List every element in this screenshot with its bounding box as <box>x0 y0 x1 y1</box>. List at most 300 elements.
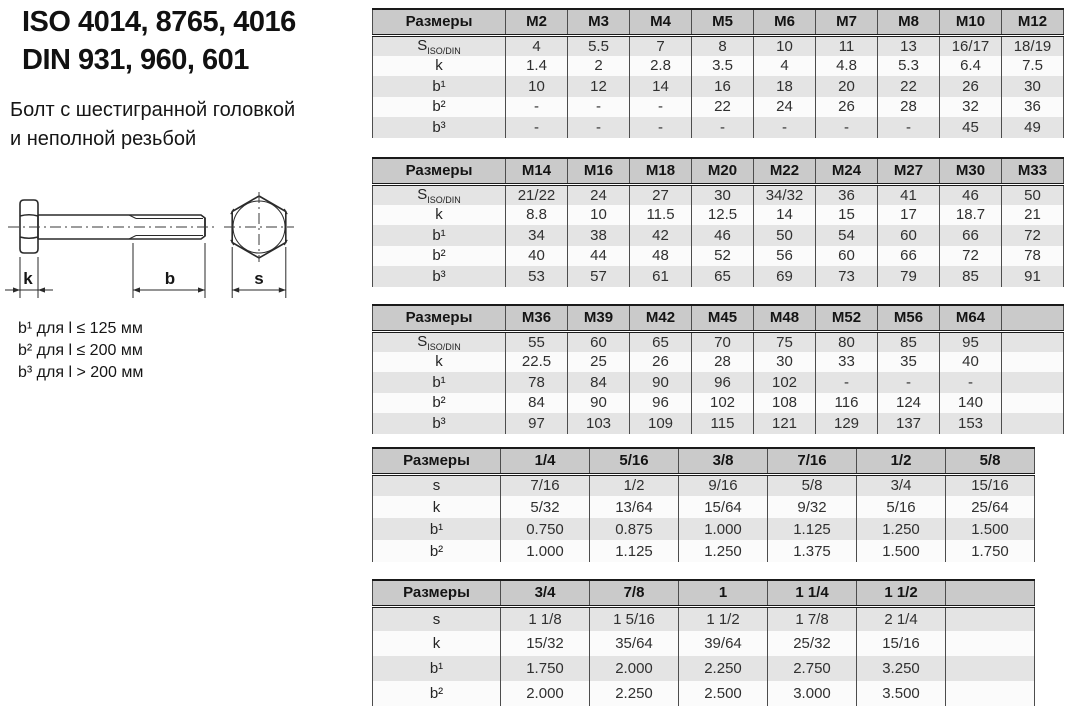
value-cell: 15/32 <box>501 631 590 656</box>
value-cell: 44 <box>568 246 630 267</box>
row-label: b¹ <box>373 372 506 393</box>
value-cell: 103 <box>568 413 630 434</box>
value-cell: - <box>878 372 940 393</box>
row-label: b² <box>373 246 506 267</box>
value-cell <box>946 656 1035 681</box>
value-cell: 50 <box>1002 184 1064 205</box>
value-cell: 2 <box>568 56 630 77</box>
value-cell: 15/16 <box>946 474 1035 496</box>
table-row <box>373 496 1035 518</box>
value-cell: 10 <box>506 76 568 97</box>
value-cell: 91 <box>1002 266 1064 287</box>
value-cell: 22 <box>692 97 754 118</box>
value-cell <box>1002 331 1064 352</box>
value-cell: 46 <box>940 184 1002 205</box>
header-row <box>373 448 1035 474</box>
value-cell: 27 <box>630 184 692 205</box>
value-cell: 60 <box>816 246 878 267</box>
value-cell <box>1002 393 1064 414</box>
value-cell: 2.250 <box>679 656 768 681</box>
value-cell: 30 <box>692 184 754 205</box>
row-label: b² <box>373 393 506 414</box>
value-cell: 85 <box>878 331 940 352</box>
column-header: M16 <box>568 158 630 184</box>
value-cell: 26 <box>630 352 692 373</box>
value-cell: 36 <box>1002 97 1064 118</box>
value-cell: 40 <box>506 246 568 267</box>
value-cell: 10 <box>568 205 630 226</box>
value-cell: 30 <box>1002 76 1064 97</box>
row-label: s <box>373 606 501 631</box>
table-metric-m14-m33 <box>372 157 1064 287</box>
value-cell: 18.7 <box>940 205 1002 226</box>
value-cell: 2.250 <box>590 681 679 706</box>
row-label: k <box>373 631 501 656</box>
value-cell: 6.4 <box>940 56 1002 77</box>
column-header: M27 <box>878 158 940 184</box>
value-cell: 53 <box>506 266 568 287</box>
row-label: b³ <box>373 266 506 287</box>
table-row <box>373 117 1064 138</box>
value-cell: 1/2 <box>590 474 679 496</box>
dimension-k <box>5 257 53 298</box>
value-cell: 52 <box>692 246 754 267</box>
value-cell: 48 <box>630 246 692 267</box>
b-dimension-label: b <box>164 269 176 288</box>
value-cell: 3.5 <box>692 56 754 77</box>
value-cell: 1.500 <box>857 540 946 562</box>
value-cell: - <box>816 372 878 393</box>
value-cell: 38 <box>568 225 630 246</box>
row-label: s <box>373 474 501 496</box>
value-cell: 54 <box>816 225 878 246</box>
value-cell: 102 <box>754 372 816 393</box>
value-cell: 61 <box>630 266 692 287</box>
value-cell: - <box>506 117 568 138</box>
value-cell: 2.000 <box>590 656 679 681</box>
value-cell: 65 <box>692 266 754 287</box>
column-header: 1 1/2 <box>857 580 946 606</box>
footnote-b2: b² для l ≤ 200 мм <box>18 342 143 359</box>
value-cell: 3.000 <box>768 681 857 706</box>
value-cell: 3.250 <box>857 656 946 681</box>
column-header: M39 <box>568 305 630 331</box>
value-cell: 1.750 <box>501 656 590 681</box>
column-header: Размеры <box>373 448 501 474</box>
value-cell: 34/32 <box>754 184 816 205</box>
table-row <box>373 518 1035 540</box>
value-cell: - <box>878 117 940 138</box>
row-label: b² <box>373 97 506 118</box>
value-cell: 17 <box>878 205 940 226</box>
header-row <box>373 9 1064 35</box>
value-cell: 0.875 <box>590 518 679 540</box>
value-cell: 65 <box>630 331 692 352</box>
title-din-line: DIN 931, 960, 601 <box>22 43 249 76</box>
column-header: M5 <box>692 9 754 35</box>
value-cell: 24 <box>754 97 816 118</box>
column-header: M45 <box>692 305 754 331</box>
row-label: b¹ <box>373 656 501 681</box>
header-row <box>373 305 1064 331</box>
row-label: b³ <box>373 117 506 138</box>
row-label: b² <box>373 540 501 562</box>
header-row <box>373 158 1064 184</box>
value-cell: 15 <box>816 205 878 226</box>
value-cell: 2.750 <box>768 656 857 681</box>
table-row <box>373 266 1064 287</box>
value-cell: 80 <box>816 331 878 352</box>
column-header: M24 <box>816 158 878 184</box>
column-header: 1 1/4 <box>768 580 857 606</box>
value-cell: 90 <box>568 393 630 414</box>
value-cell: - <box>506 97 568 118</box>
footnote-b3: b³ для l > 200 мм <box>18 364 144 381</box>
value-cell: 2.500 <box>679 681 768 706</box>
column-header: 5/16 <box>590 448 679 474</box>
value-cell: 25/32 <box>768 631 857 656</box>
value-cell: 60 <box>878 225 940 246</box>
column-header: 3/8 <box>679 448 768 474</box>
value-cell: 13/64 <box>590 496 679 518</box>
value-cell: 137 <box>878 413 940 434</box>
value-cell: 21 <box>1002 205 1064 226</box>
column-header: Размеры <box>373 580 501 606</box>
value-cell: 5.3 <box>878 56 940 77</box>
table-row <box>373 184 1064 205</box>
value-cell: 56 <box>754 246 816 267</box>
value-cell: 25/64 <box>946 496 1035 518</box>
value-cell <box>1002 352 1064 373</box>
value-cell: 1.250 <box>679 540 768 562</box>
value-cell: 12.5 <box>692 205 754 226</box>
value-cell: 109 <box>630 413 692 434</box>
value-cell: 75 <box>754 331 816 352</box>
value-cell: 9/16 <box>679 474 768 496</box>
value-cell: - <box>692 117 754 138</box>
value-cell: 108 <box>754 393 816 414</box>
value-cell: 8 <box>692 35 754 56</box>
value-cell: 90 <box>630 372 692 393</box>
value-cell: 36 <box>816 184 878 205</box>
value-cell: - <box>630 97 692 118</box>
column-header: M33 <box>1002 158 1064 184</box>
value-cell: 46 <box>692 225 754 246</box>
value-cell: 16 <box>692 76 754 97</box>
column-header: M3 <box>568 9 630 35</box>
value-cell: 102 <box>692 393 754 414</box>
row-label: b¹ <box>373 518 501 540</box>
s-dimension-label: s <box>254 269 264 288</box>
row-label: b² <box>373 681 501 706</box>
column-header: M12 <box>1002 9 1064 35</box>
column-header: M4 <box>630 9 692 35</box>
value-cell: - <box>940 372 1002 393</box>
value-cell: 1.375 <box>768 540 857 562</box>
table-imperial-quarter-to-5-8 <box>372 447 1035 562</box>
value-cell: 70 <box>692 331 754 352</box>
table-row <box>373 681 1035 706</box>
value-cell: 11.5 <box>630 205 692 226</box>
value-cell <box>946 606 1035 631</box>
column-header: 5/8 <box>946 448 1035 474</box>
table-metric-m36-m64 <box>372 304 1064 434</box>
value-cell: 96 <box>630 393 692 414</box>
value-cell: 14 <box>630 76 692 97</box>
k-dimension-label: k <box>23 269 33 288</box>
subtitle-line-1: Болт с шестигранной головкой <box>10 99 296 121</box>
table-imperial-3-4-to-1-1-2 <box>372 579 1035 706</box>
value-cell: 11 <box>816 35 878 56</box>
value-cell: 84 <box>506 393 568 414</box>
column-header: Размеры <box>373 305 506 331</box>
value-cell: - <box>630 117 692 138</box>
value-cell: 39/64 <box>679 631 768 656</box>
value-cell: 7/16 <box>501 474 590 496</box>
column-header: 7/8 <box>590 580 679 606</box>
value-cell: 7.5 <box>1002 56 1064 77</box>
value-cell: 4 <box>506 35 568 56</box>
value-cell: 78 <box>506 372 568 393</box>
column-header: M18 <box>630 158 692 184</box>
column-header: M20 <box>692 158 754 184</box>
value-cell: 73 <box>816 266 878 287</box>
table-row <box>373 352 1064 373</box>
value-cell: 1 7/8 <box>768 606 857 631</box>
column-header: M22 <box>754 158 816 184</box>
value-cell: 12 <box>568 76 630 97</box>
value-cell: 57 <box>568 266 630 287</box>
value-cell: 66 <box>878 246 940 267</box>
value-cell: 28 <box>692 352 754 373</box>
value-cell: 60 <box>568 331 630 352</box>
table-row <box>373 474 1035 496</box>
value-cell: 49 <box>1002 117 1064 138</box>
row-label: $S_{ISO/DIN}$ <box>373 184 506 205</box>
bolt-side-view <box>8 200 215 253</box>
value-cell: 35 <box>878 352 940 373</box>
value-cell: 26 <box>816 97 878 118</box>
column-header: M42 <box>630 305 692 331</box>
value-cell: 33 <box>816 352 878 373</box>
row-label: k <box>373 352 506 373</box>
column-header: 1/2 <box>857 448 946 474</box>
value-cell: 40 <box>940 352 1002 373</box>
title-iso-line: ISO 4014, 8765, 4016 <box>22 6 296 38</box>
value-cell: 15/64 <box>679 496 768 518</box>
value-cell: 1 5/16 <box>590 606 679 631</box>
column-header: M48 <box>754 305 816 331</box>
value-cell: 2.8 <box>630 56 692 77</box>
header-row <box>373 580 1035 606</box>
table-row <box>373 631 1035 656</box>
subtitle-line-2: и неполной резьбой <box>10 128 197 150</box>
row-label: $S_{ISO/DIN}$ <box>373 35 506 56</box>
column-header: M56 <box>878 305 940 331</box>
value-cell: 1.500 <box>946 518 1035 540</box>
value-cell: 121 <box>754 413 816 434</box>
table-row <box>373 413 1064 434</box>
value-cell: 124 <box>878 393 940 414</box>
value-cell: 42 <box>630 225 692 246</box>
column-header: Размеры <box>373 9 506 35</box>
value-cell: 5.5 <box>568 35 630 56</box>
footnote-b1: b¹ для l ≤ 125 мм <box>18 320 143 337</box>
value-cell: 5/16 <box>857 496 946 518</box>
value-cell: 24 <box>568 184 630 205</box>
value-cell: 1.125 <box>590 540 679 562</box>
table-row <box>373 97 1064 118</box>
row-label: k <box>373 205 506 226</box>
table-row <box>373 540 1035 562</box>
table-row <box>373 656 1035 681</box>
bolt-end-view <box>224 192 294 262</box>
dimension-b <box>133 243 205 298</box>
value-cell: 78 <box>1002 246 1064 267</box>
row-label: $S_{ISO/DIN}$ <box>373 331 506 352</box>
row-label: b¹ <box>373 76 506 97</box>
bolt-technical-drawing <box>0 185 310 315</box>
value-cell: 1.750 <box>946 540 1035 562</box>
value-cell: 95 <box>940 331 1002 352</box>
value-cell: 35/64 <box>590 631 679 656</box>
column-header: M6 <box>754 9 816 35</box>
value-cell: 13 <box>878 35 940 56</box>
value-cell: 1.125 <box>768 518 857 540</box>
column-header: 7/16 <box>768 448 857 474</box>
table-metric-m2-m12 <box>372 8 1064 138</box>
value-cell: 2 1/4 <box>857 606 946 631</box>
table-row <box>373 393 1064 414</box>
row-label: k <box>373 56 506 77</box>
column-header: 3/4 <box>501 580 590 606</box>
value-cell: 69 <box>754 266 816 287</box>
value-cell: 18/19 <box>1002 35 1064 56</box>
value-cell: 16/17 <box>940 35 1002 56</box>
column-header: Размеры <box>373 158 506 184</box>
row-label: k <box>373 496 501 518</box>
value-cell <box>946 631 1035 656</box>
value-cell <box>1002 413 1064 434</box>
value-cell: 97 <box>506 413 568 434</box>
value-cell: 79 <box>878 266 940 287</box>
table-row <box>373 205 1064 226</box>
value-cell: 3/4 <box>857 474 946 496</box>
page-title <box>22 4 296 79</box>
value-cell: 41 <box>878 184 940 205</box>
value-cell: 72 <box>1002 225 1064 246</box>
column-header: M7 <box>816 9 878 35</box>
column-header <box>946 580 1035 606</box>
value-cell: 5/8 <box>768 474 857 496</box>
table-row <box>373 606 1035 631</box>
value-cell: 18 <box>754 76 816 97</box>
value-cell <box>1002 372 1064 393</box>
table-row <box>373 76 1064 97</box>
value-cell: 30 <box>754 352 816 373</box>
value-cell: 2.000 <box>501 681 590 706</box>
value-cell: 0.750 <box>501 518 590 540</box>
table-row <box>373 331 1064 352</box>
value-cell: 129 <box>816 413 878 434</box>
value-cell: 15/16 <box>857 631 946 656</box>
value-cell: 115 <box>692 413 754 434</box>
column-header: M14 <box>506 158 568 184</box>
value-cell: 116 <box>816 393 878 414</box>
value-cell: 22 <box>878 76 940 97</box>
value-cell: 22.5 <box>506 352 568 373</box>
value-cell: 84 <box>568 372 630 393</box>
value-cell: 1 1/2 <box>679 606 768 631</box>
value-cell: - <box>754 117 816 138</box>
value-cell: 28 <box>878 97 940 118</box>
column-header: M30 <box>940 158 1002 184</box>
value-cell: 5/32 <box>501 496 590 518</box>
value-cell: - <box>568 97 630 118</box>
column-header: M52 <box>816 305 878 331</box>
value-cell: 3.500 <box>857 681 946 706</box>
table-row <box>373 35 1064 56</box>
value-cell: 21/22 <box>506 184 568 205</box>
value-cell: 7 <box>630 35 692 56</box>
row-label: b¹ <box>373 225 506 246</box>
value-cell: 1 1/8 <box>501 606 590 631</box>
value-cell: 50 <box>754 225 816 246</box>
value-cell: - <box>816 117 878 138</box>
value-cell: 4 <box>754 56 816 77</box>
row-label: b³ <box>373 413 506 434</box>
table-row <box>373 372 1064 393</box>
value-cell: - <box>568 117 630 138</box>
column-header: 1 <box>679 580 768 606</box>
value-cell: 20 <box>816 76 878 97</box>
value-cell: 72 <box>940 246 1002 267</box>
value-cell <box>946 681 1035 706</box>
value-cell: 4.8 <box>816 56 878 77</box>
column-header: M8 <box>878 9 940 35</box>
column-header: M10 <box>940 9 1002 35</box>
value-cell: 55 <box>506 331 568 352</box>
column-header: M64 <box>940 305 1002 331</box>
value-cell: 25 <box>568 352 630 373</box>
value-cell: 8.8 <box>506 205 568 226</box>
value-cell: 45 <box>940 117 1002 138</box>
value-cell: 85 <box>940 266 1002 287</box>
value-cell: 34 <box>506 225 568 246</box>
value-cell: 153 <box>940 413 1002 434</box>
column-header: 1/4 <box>501 448 590 474</box>
footnotes <box>18 318 143 384</box>
column-header: M2 <box>506 9 568 35</box>
value-cell: 10 <box>754 35 816 56</box>
value-cell: 140 <box>940 393 1002 414</box>
value-cell: 9/32 <box>768 496 857 518</box>
value-cell: 26 <box>940 76 1002 97</box>
value-cell: 66 <box>940 225 1002 246</box>
value-cell: 1.4 <box>506 56 568 77</box>
table-row <box>373 56 1064 77</box>
column-header: M36 <box>506 305 568 331</box>
dimension-s <box>232 247 286 298</box>
value-cell: 14 <box>754 205 816 226</box>
value-cell: 96 <box>692 372 754 393</box>
value-cell: 1.000 <box>679 518 768 540</box>
table-row <box>373 225 1064 246</box>
value-cell: 1.000 <box>501 540 590 562</box>
table-row <box>373 246 1064 267</box>
subtitle <box>10 96 295 154</box>
value-cell: 1.250 <box>857 518 946 540</box>
